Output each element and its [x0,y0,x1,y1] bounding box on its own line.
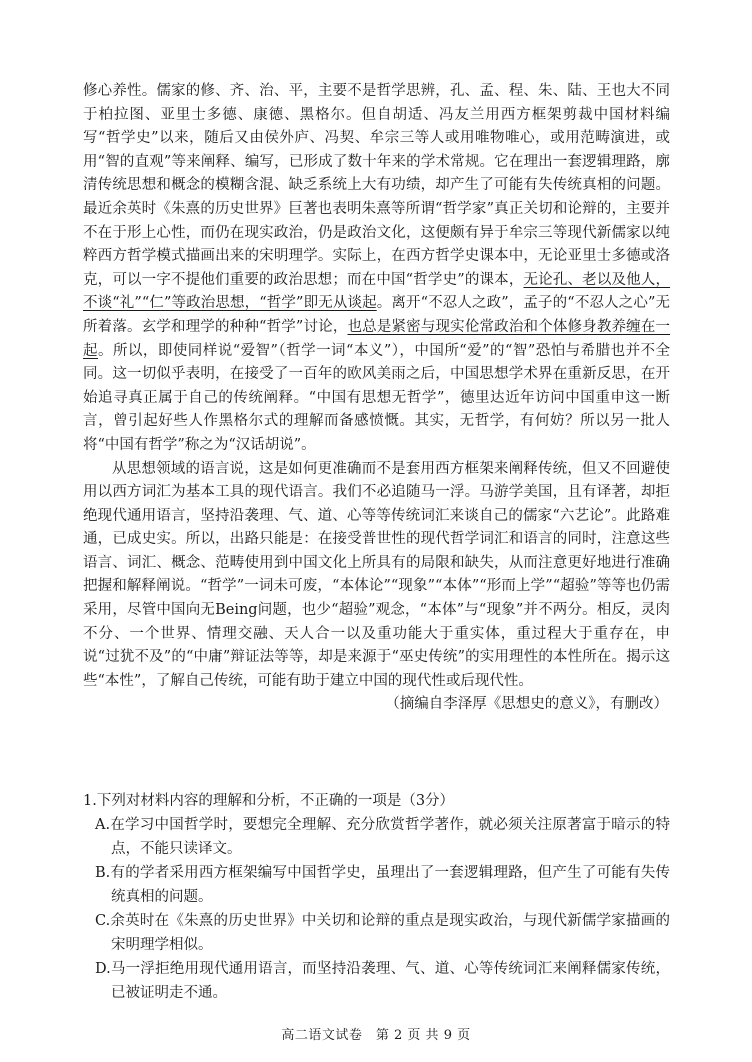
underlined-sentence-1: 无论孔、老以及他人，不谈“礼”“仁”等政治思想，“哲学”即无从谈起 [83,271,671,312]
question-stem: 1.下列对材料内容的理解和分析，不正确的一项是（3分） [83,793,455,809]
paragraph-1-text-c: 。所以，即使同样说“爱智”（哲学一词“本义”），中国所“爱”的“智”恐怕与希腊也并不全同。这一切似乎表明，在接受了一百年的欧风美雨之后，中国思想学术界在重新反思，在开始追寻真正属于自己的传统阐释。“中国有思想无哲学”，德里达近年访问中国重申这一断言，曾引起好些人作黑格尔式的理解而备感愤慨。其实，无哲学，有何妨？所以另一批人将“中国有哲学”称之为“汉话胡说”。 [83,342,671,453]
passage-source: （摘编自李泽厚《思想史的意义》，有删改） [385,696,668,713]
option-c: C.余英时在《朱熹的历史世界》中关切和论辩的重点是现实政治，与现代新儒学家描画的宋明理学相似。 [95,913,670,953]
question-1 [83,789,670,1005]
option-a: A.在学习中国哲学时，要想完全理解、充分欣赏哲学著作，就必须关注原著富于暗示的特点，不能只读译文。 [95,817,670,857]
reading-passage [83,80,670,717]
option-d: D.马一浮拒绝用现代通用语言，而坚持沿袭理、气、道、心等传统词汇来阐释儒家传统，已被证明走不通。 [95,961,670,1001]
paragraph-1-text-a: 修心养性。儒家的修、齐、治、平，主要不是哲学思辨，孔、孟、程、朱、陆、王也大不同于柏拉图、亚里士多德、康德、黑格尔。但自胡适、冯友兰用西方框架剪裁中国材料编写“哲学史”以来，随后又由侯外庐、冯契、牟宗三等人或用唯物唯心，或用范畴演进，或用“智的直观”等来阐释、编写，已形成了数十年来的学术常规。它在理出一套逻辑理路，廓清传统思想和概念的模糊含混、缺乏系统上大有功绩，却产生了可能有失传统真相的问题。最近余英时《朱熹的历史世界》巨著也表明朱熹等所谓“哲学家”真正关切和论辩的，主要并不在于形上心性，而仍在现实政治，仍是政治文化，这便颇有异于牟宗三等现代新儒家以纯粹西方哲学模式描画出来的宋明理学。实际上，在西方哲学史课本中，无论亚里士多德或洛克，可以一字不提他们重要的政治思想；而在中国“哲学史”的课本， [83,83,670,288]
passage-paragraph-2: 从思想领域的语言说，这是如何更准确而不是套用西方框架来阐释传统，但又不回避使用以西方词汇为基本工具的现代语言。我们不必追随马一浮。马游学美国，且有译著，却拒绝现代通用语言，坚持沿袭理、气、道、心等等传统词汇来谈自己的儒家“六艺论”。此路难通，已成史实。所以，出路只能是：在接受普世性的现代哲学词汇和语言的同时，注意这些语言、词汇、概念、范畴使用到中国文化上所具有的局限和缺失，从而注意更好地进行准确把握和解释阐说。“哲学”一词未可废，“本体论”“现象”“本体”“形而上学”“超验”等等也仍需采用，尽管中国向无Being问题，也少“超验”观念，“本体”与“现象”并不两分。相反，灵肉不分、一个世界、情理交融、天人合一以及重功能大于重实体，重过程大于重存在，申说“过犹不及”的“中庸”辩证法等等，却是来源于“巫史传统”的实用理性的本性所在。揭示这些“本性”，了解自己传统，可能有助于建立中国的现代性或后现代性。 [83,460,670,689]
paragraph-1-text-b: 。离开“不忍人之政”，孟子的“不忍人之心”无所着落。玄学和理学的种种“哲学”讨论， [83,295,670,335]
page-footer: 高二语文试卷 第 2 页 共 9 页 [281,1028,471,1043]
option-b: B.有的学者采用西方框架编写中国哲学史，虽理出了一套逻辑理路，但产生了可能有失传统真相的问题。 [95,865,670,905]
underlined-sentence-2: 也总是紧密与现实伦常政治和个体修身教养缠在一起 [83,318,671,359]
passage-paragraph-1 [83,80,670,458]
